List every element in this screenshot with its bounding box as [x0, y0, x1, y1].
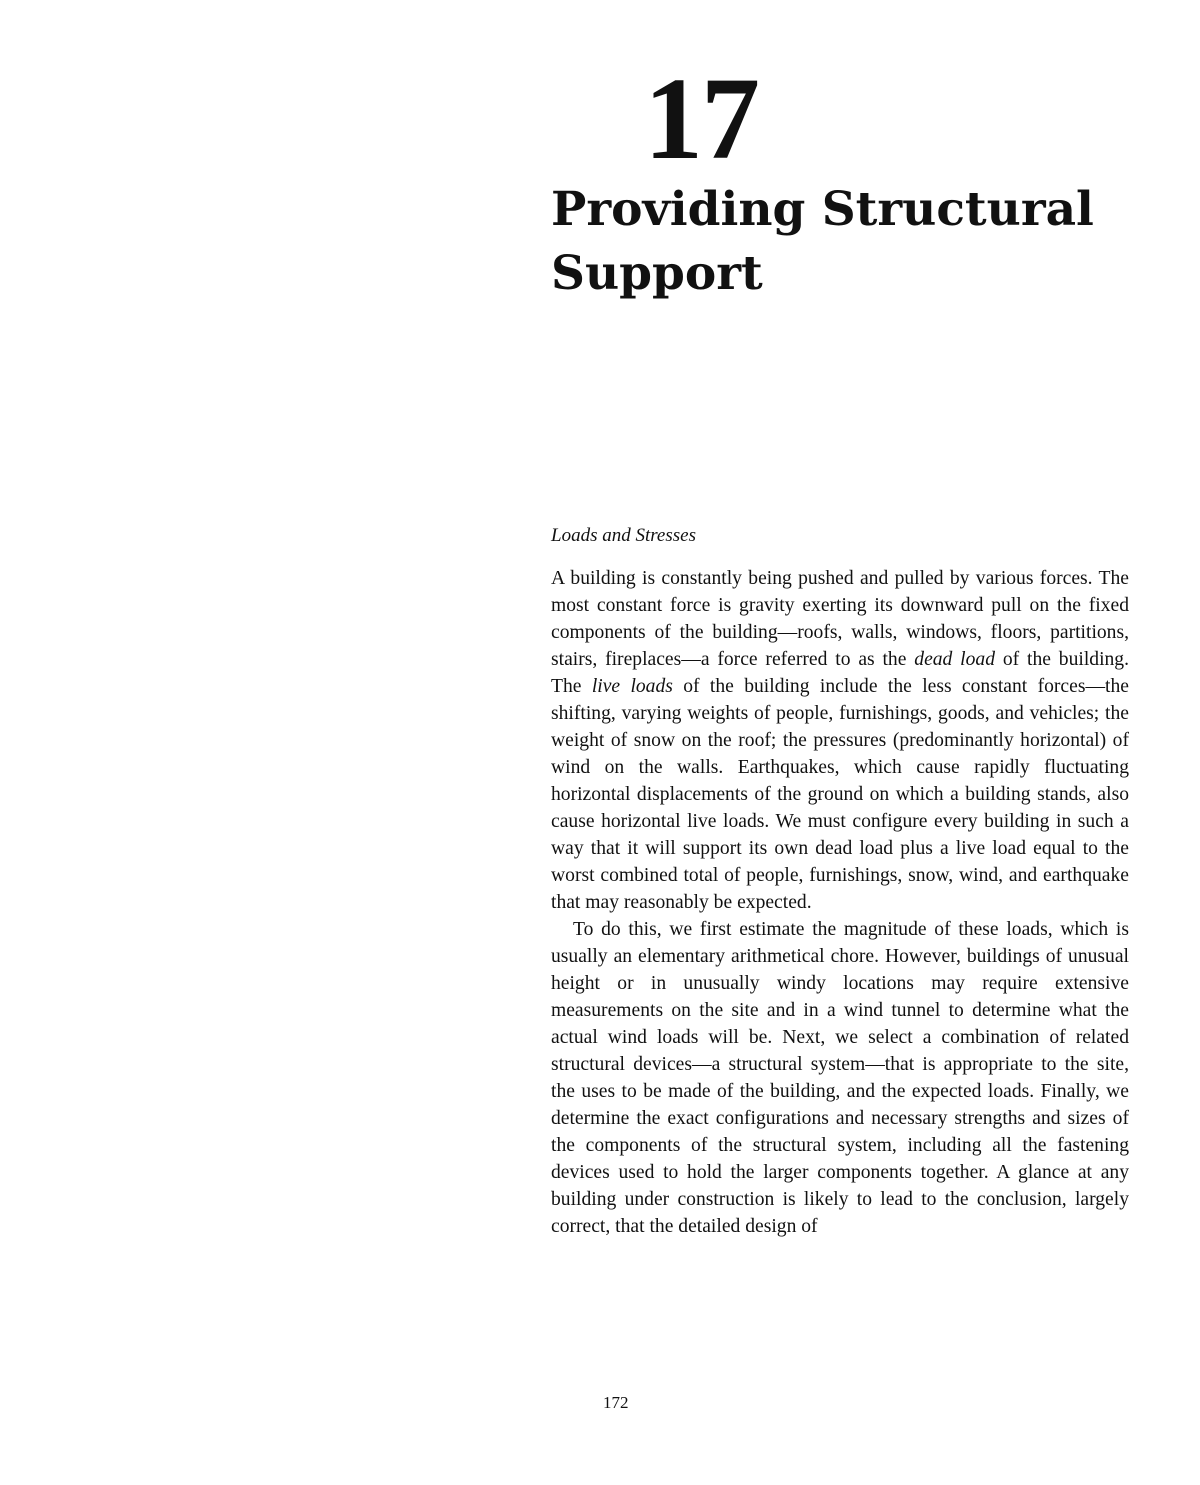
paragraph-text: of the building. The [551, 649, 1130, 697]
paragraph-text: A building is constantly being pushed and pulled by various forces. The most constant force is gravity exerting its downward pull on the fixed components of the building—roofs, walls, windows, floors, partitions, stairs, fireplaces—a force referred to as the [551, 568, 1129, 670]
paragraph: To do this, we first estimate the magnitude of these loads, which is usually an elementary arithmetical chore. However, buildings of unusual height or in unusually windy locations may require extensive measurements on the site and in a wind tunnel to determine what the actual wind loads will be. Next, we select a combination of related structural devices—a structural system—that is appropriate to the site, the uses to be made of the building, and the expected loads. Finally, we determine the exact configurations and necessary strengths and sizes of the components of the structural system, including all the fastening devices used to hold the larger components together. A glance at any building under construction is likely to lead to the conclusion, largely correct, that the detailed design of [551, 919, 1129, 1237]
chapter-title: Providing Structural Support [551, 182, 1094, 301]
body-text [551, 565, 1129, 1240]
page-number: 172 [603, 1393, 629, 1412]
paragraph-text: of the building include the less constant forces—the shifting, varying weights of people, furnishings, goods, and vehicles; the weight of snow on the roof; the pressures (predominantly horizontal) of wind on the walls. Earthquakes, which cause rapidly fluctuating horizontal displacements of the ground on which a building stands, also cause horizontal live loads. We must configure every building in such a way that it will support its own dead load plus a live load equal to the worst combined total of people, furnishings, snow, wind, and earthquake that may reasonably be expected. [551, 676, 1129, 913]
emphasized-term-dead-load: dead load [914, 649, 996, 670]
emphasized-term-live-loads: live loads [591, 676, 673, 697]
paragraph [551, 565, 1129, 916]
section-heading: Loads and Stresses [551, 525, 696, 546]
chapter-number: 17 [644, 53, 758, 184]
